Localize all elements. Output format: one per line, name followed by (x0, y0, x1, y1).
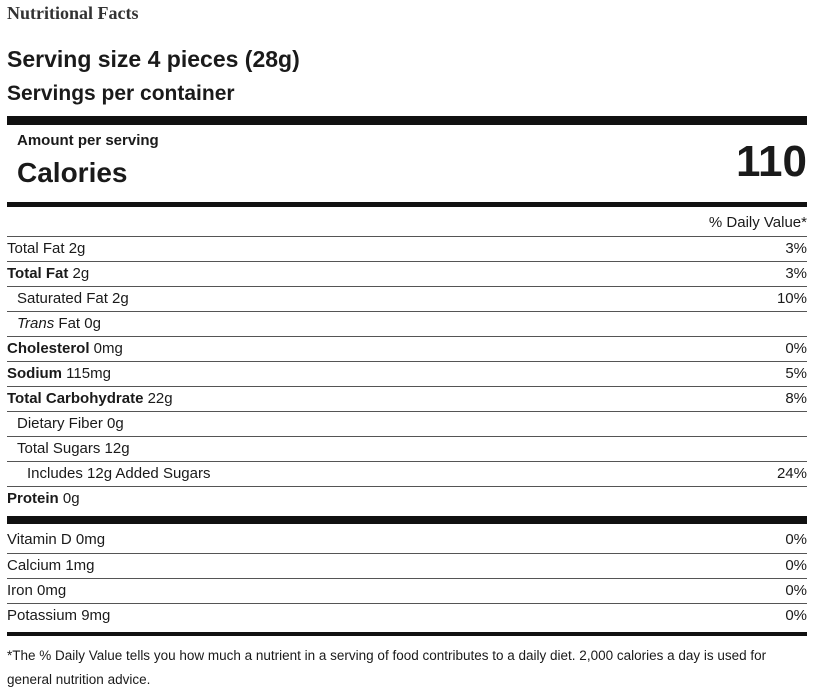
vitamin-daily-value: 0% (785, 557, 807, 574)
vitamin-label: Calcium 1mg (7, 557, 95, 574)
nutrient-label (17, 315, 101, 332)
nutrient-amount: 0g (58, 490, 80, 507)
nutrient-row (7, 286, 807, 311)
nutrient-label (7, 265, 89, 282)
nutrient-daily-value: 0% (785, 340, 807, 357)
nutrient-row (7, 361, 807, 386)
nutrient-amount: 2g (64, 240, 86, 257)
thick-divider (7, 116, 807, 125)
nutrient-daily-value: 3% (785, 240, 807, 257)
nutrient-label (17, 415, 124, 432)
vitamin-row (7, 603, 807, 628)
thick-divider-vitamins (7, 516, 807, 524)
nutrient-label (7, 240, 85, 257)
vitamin-list (7, 528, 807, 628)
nutrient-daily-value: 10% (776, 290, 807, 307)
nutrient-name: Total Sugars (17, 440, 101, 457)
nutrient-label (17, 290, 129, 307)
vitamin-row (7, 553, 807, 578)
amount-per-serving-label: Amount per serving (17, 132, 159, 149)
nutrient-row (7, 261, 807, 286)
nutrient-name: Dietary Fiber (17, 415, 103, 432)
nutrient-daily-value: 5% (785, 365, 807, 382)
nutrient-name: Sodium (7, 365, 62, 382)
nutrient-italic-prefix: Trans (17, 315, 55, 332)
nutrient-label (27, 465, 210, 482)
nutrient-name: Protein (7, 490, 59, 507)
page-title: Nutritional Facts (7, 3, 139, 23)
vitamin-label: Vitamin D 0mg (7, 531, 106, 548)
nutrient-row (7, 386, 807, 411)
nutrient-amount: 12g (100, 440, 130, 457)
nutrient-amount: 0g (102, 415, 124, 432)
calories-value: 110 (736, 137, 807, 186)
nutrient-name: Fat (58, 315, 81, 332)
nutrient-label (17, 440, 130, 457)
nutrient-amount: 0mg (89, 340, 123, 357)
nutrient-row (7, 436, 807, 461)
nutrient-row (7, 236, 807, 261)
nutrient-amount: 2g (107, 290, 129, 307)
vitamin-daily-value: 0% (785, 582, 807, 599)
calories-divider (7, 202, 807, 207)
nutrient-label (7, 340, 123, 357)
nutrient-amount: 22g (143, 390, 173, 407)
nutrient-row (7, 486, 807, 511)
nutrient-name: Total Fat (7, 240, 65, 257)
calories-label: Calories (17, 157, 128, 188)
nutrient-row (7, 461, 807, 486)
vitamin-label: Iron 0mg (7, 582, 67, 599)
nutrient-name: Total Fat (7, 265, 69, 282)
nutrient-amount: 2g (68, 265, 90, 282)
daily-value-header: % Daily Value* (708, 214, 807, 231)
nutrient-list (7, 236, 807, 511)
vitamin-row (7, 578, 807, 603)
bottom-divider (7, 632, 807, 636)
nutrient-name: Total Carbohydrate (7, 390, 144, 407)
nutrient-row (7, 336, 807, 361)
nutrient-daily-value: 24% (776, 465, 807, 482)
nutrient-row (7, 411, 807, 436)
nutrient-name: Cholesterol (7, 340, 90, 357)
nutrient-daily-value: 8% (785, 390, 807, 407)
nutrient-label (7, 390, 173, 407)
nutrient-name: Includes 12g Added Sugars (27, 465, 211, 482)
serving-size: Serving size 4 pieces (28g) (7, 46, 300, 72)
nutrient-label (7, 490, 80, 507)
nutrient-amount: 0g (80, 315, 101, 332)
vitamin-daily-value: 0% (785, 531, 807, 548)
nutrient-label (7, 365, 111, 382)
nutrient-row (7, 311, 807, 336)
nutrient-daily-value: 3% (785, 265, 807, 282)
nutrient-amount: 115mg (62, 365, 111, 382)
nutrient-name: Saturated Fat (17, 290, 108, 307)
vitamin-daily-value: 0% (785, 607, 807, 624)
vitamin-row (7, 528, 807, 553)
footnote: *The % Daily Value tells you how much a nutrient in a serving of food contributes to a daily diet. 2,000 calories a day is used for general nutrition advice. (7, 648, 767, 687)
servings-per-container: Servings per container (7, 82, 235, 105)
vitamin-label: Potassium 9mg (7, 607, 111, 624)
